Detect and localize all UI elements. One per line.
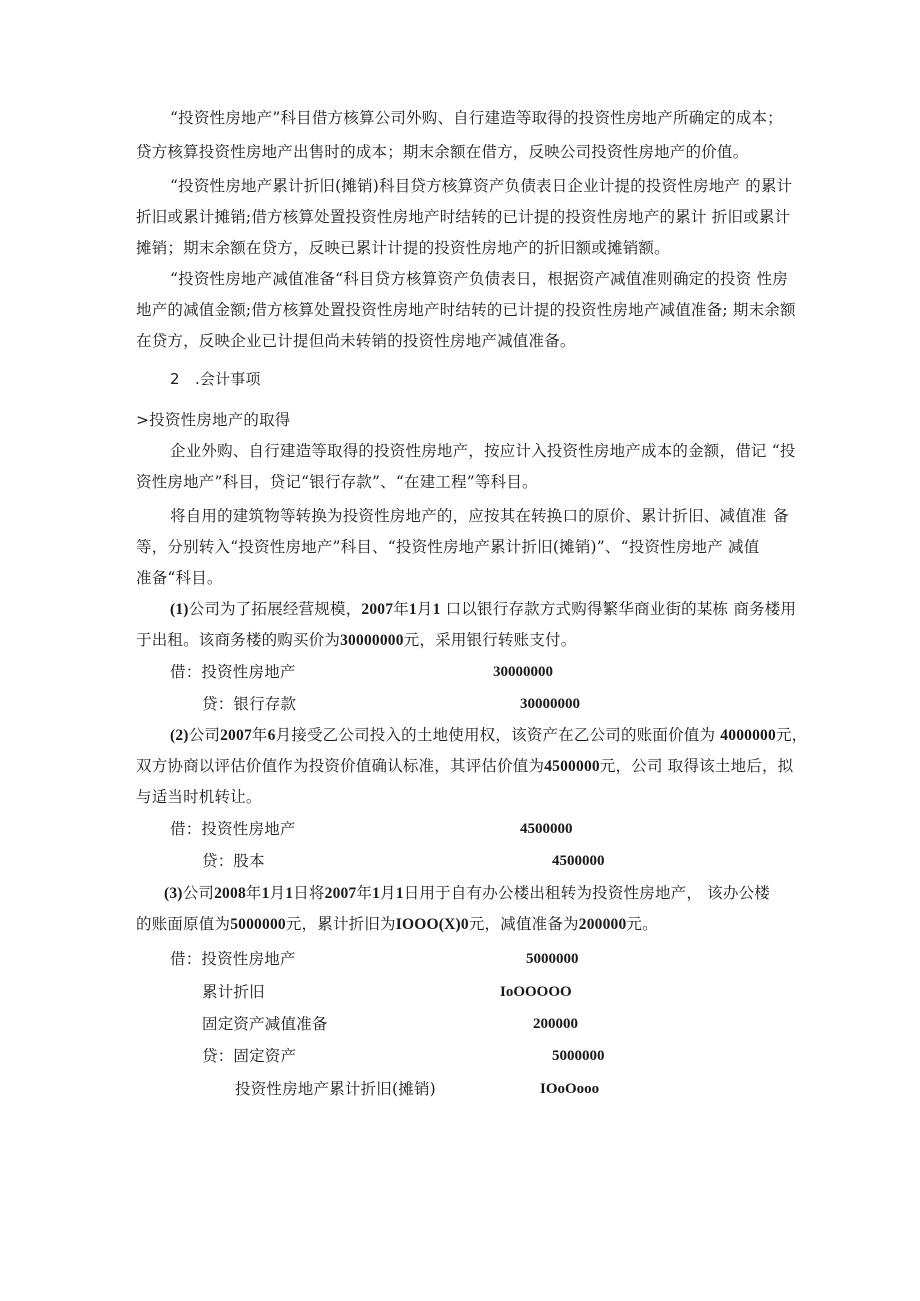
example-1-line-2: 于出租。该商务楼的购买价为30000000元，采用银行转账支付。 (136, 631, 577, 649)
paragraph-line: “投资性房地产减值准备“科目贷方核算资产负债表日，根据资产减值准则确定的投资 性房 (170, 270, 788, 288)
journal-debit-label: 固定资产减值准备 (202, 1015, 328, 1033)
journal-debit-amount: 5000000 (526, 951, 579, 967)
paragraph-line: 企业外购、自行建造等取得的投资性房地产，按应计入投资性房地产成本的金额，借记 “投 (170, 442, 796, 460)
journal-debit-amount: IoOOOOO (500, 984, 572, 1000)
example-1-line-1: (1)公司为了拓展经营规模，2007年1月1 口以银行存款方式购得繁华商业街的某栋 商务楼用 (170, 600, 797, 618)
paragraph-line: 贷方核算投资性房地产出售时的成本；期末余额在借方，反映公司投资性房地产的价值。 (136, 143, 749, 161)
example-3-line-1: (3)公司2008年1月1日将2007年1月1日用于自有办公楼出租转为投资性房地产， 该办公楼 (164, 884, 770, 902)
example-tag: (1) (170, 601, 189, 618)
subheading: >投资性房地产的取得 (136, 411, 291, 429)
journal-credit-amount: 30000000 (520, 696, 580, 712)
journal-credit-label: 贷：银行存款 (202, 695, 297, 713)
example-2-line-1: (2)公司2007年6月接受乙公司投入的土地使用权，该资产在乙公司的账面价值为 4000000元， (170, 726, 808, 744)
paragraph-line: 资性房地产”科目，贷记“银行存款”、“在建工程”等科目。 (136, 473, 538, 491)
example-2-line-3: 与适当时机转让。 (136, 788, 262, 806)
journal-debit-label: 借：投资性房地产 (170, 820, 296, 838)
paragraph-line-tail: 备 (773, 507, 789, 525)
journal-credit-amount: 4500000 (552, 853, 605, 869)
paragraph-line: 等，分别转入“投资性房地产”科目、“投资性房地产累计折旧(摊销)”、“投资性房地产 减值 (136, 538, 760, 556)
journal-debit-amount: 200000 (533, 1016, 578, 1032)
journal-credit-label: 投资性房地产累计折旧(摊销) (235, 1080, 436, 1098)
paragraph-line: “投资性房地产累计折旧(摊销)科目贷方核算资产负债表日企业计提的投资性房地产 的累计 (170, 177, 793, 195)
journal-debit-label: 累计折旧 (202, 983, 265, 1001)
journal-debit-label: 借：投资性房地产 (170, 950, 296, 968)
paragraph-line: 将自用的建筑物等转换为投资性房地产的，应按其在转换口的原价、累计折旧、减值准 (170, 507, 767, 525)
paragraph-line: 准备“科目。 (136, 569, 223, 587)
paragraph-line: “投资性房地产”科目借方核算公司外购、自行建造等取得的投资性房地产所确定的成本； (170, 109, 783, 127)
paragraph-line: 在贷方，反映企业已计提但尚未转销的投资性房地产减值准备。 (136, 332, 576, 350)
paragraph-line: 摊销；期末余额在贷方，反映已累计计提的投资性房地产的折旧额或摊销额。 (136, 239, 670, 257)
paragraph-line: 折旧或累计摊销;借方核算处置投资性房地产时结转的已计提的投资性房地产的累计 折旧或累计 (136, 208, 791, 226)
journal-credit-amount: 5000000 (552, 1048, 605, 1064)
journal-debit-label: 借：投资性房地产 (170, 663, 296, 681)
journal-credit-label: 贷：固定资产 (202, 1047, 297, 1065)
journal-debit-amount: 4500000 (520, 821, 573, 837)
journal-credit-amount: IOoOooo (540, 1081, 600, 1097)
example-2-line-2: 双方协商以评估价值作为投资价值确认标准，其评估价值为4500000元，公司 取得该土地后，拟 (136, 757, 794, 775)
journal-debit-amount: 30000000 (493, 664, 553, 680)
journal-credit-label: 贷：股本 (202, 852, 265, 870)
example-tag: (2) (170, 727, 189, 744)
paragraph-line: 地产的减值金额;借方核算处置投资性房地产时结转的已计提的投资性房地产减值准备; 期末余额 (136, 301, 796, 319)
example-3-line-2: 的账面原值为5000000元，累计折旧为IOOO(X)0元，减值准备为200000元。 (136, 915, 658, 933)
example-tag: (3) (164, 885, 183, 902)
section-title: 2 .会计事项 (170, 370, 261, 388)
